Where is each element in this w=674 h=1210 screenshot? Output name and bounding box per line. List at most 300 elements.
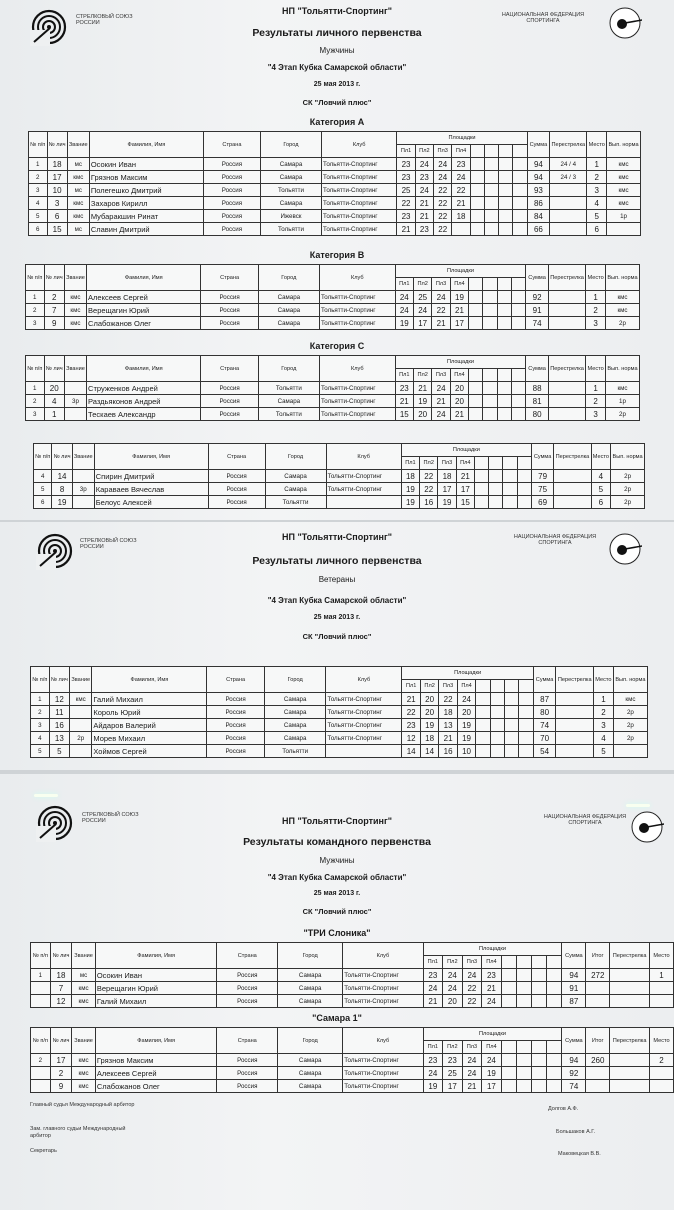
header-shootoff: Перестрелка (610, 1028, 650, 1054)
club: Тольятти-Спортинг (322, 197, 397, 210)
header-city: Город (258, 265, 319, 291)
score-sum: 91 (526, 304, 548, 317)
score-p3: 18 (438, 470, 456, 483)
event-date: 25 мая 2013 г. (313, 81, 361, 88)
blank-cell (586, 982, 610, 995)
header-p3: Пл3 (438, 457, 456, 470)
table-row (29, 197, 641, 210)
team1-table (30, 942, 674, 1008)
place: 6 (591, 496, 611, 509)
score-blank (512, 395, 526, 408)
licence-number: 12 (49, 693, 69, 706)
shootoff (548, 408, 586, 421)
score-p1: 23 (395, 382, 413, 395)
score-p3: 22 (434, 184, 452, 197)
shootoff (550, 184, 587, 197)
table-row (26, 291, 640, 304)
norm: кмс (607, 158, 641, 171)
header-p3: Пл3 (432, 278, 450, 291)
score-blank (489, 496, 503, 509)
header-num: № п/п (31, 943, 51, 969)
header-lic: № лич (49, 667, 69, 693)
country: Россия (207, 719, 265, 732)
licence-number: 12 (50, 995, 72, 1008)
place: 4 (594, 732, 614, 745)
club: Тольятти-Спортинг (320, 304, 396, 317)
header-p2: Пл2 (415, 145, 433, 158)
score-p4: 20 (450, 382, 468, 395)
score-sum: 80 (526, 408, 548, 421)
city: Тольятти (258, 408, 319, 421)
category-a-title: Категория А (309, 117, 365, 127)
shootoff (548, 395, 586, 408)
header-lic: № лич (44, 356, 64, 382)
score-p3: 22 (434, 223, 452, 236)
city: Тольятти (260, 223, 321, 236)
country: Россия (207, 732, 265, 745)
athlete-name: Верещагин Юрий (95, 982, 217, 995)
licence-number: 13 (49, 732, 69, 745)
athlete-name: Грязнов Максим (89, 171, 203, 184)
score-blank (484, 184, 498, 197)
score-p4: 21 (456, 470, 474, 483)
event-title: "4 Этап Кубка Самарской области" (267, 873, 407, 882)
athlete-name: Айдаров Валерий (92, 719, 207, 732)
athlete-name: Слабожанов Олег (87, 317, 201, 330)
score-p3: 24 (434, 171, 452, 184)
licence-number: 9 (44, 317, 64, 330)
score-sum: 94 (527, 171, 549, 184)
place: 2 (586, 304, 606, 317)
score-p1: 21 (395, 395, 413, 408)
score-p3: 22 (434, 197, 452, 210)
team-number: 2 (31, 1054, 51, 1067)
event-title: "4 Этап Кубка Самарской области" (267, 63, 407, 72)
group-label: Ветераны (318, 575, 356, 584)
score-p4: 20 (450, 395, 468, 408)
city: Тольятти (258, 382, 319, 395)
country: Россия (201, 408, 258, 421)
score-blank (497, 382, 511, 395)
event-date: 25 мая 2013 г. (313, 614, 361, 621)
city: Самара (265, 470, 326, 483)
shootoff (556, 693, 594, 706)
place: 3 (586, 408, 606, 421)
score-blank (476, 719, 490, 732)
table-row (31, 719, 648, 732)
norm: 2р (611, 496, 645, 509)
place: 5 (591, 483, 611, 496)
score-p4: 21 (452, 197, 470, 210)
country: Россия (217, 1067, 278, 1080)
licence-number: 2 (44, 291, 64, 304)
header-p1: Пл1 (395, 369, 413, 382)
city: Самара (264, 719, 326, 732)
team-number: 1 (31, 969, 51, 982)
table-header-row (26, 356, 640, 369)
athlete-name: Раздьяконов Андрей (87, 395, 201, 408)
place: 3 (594, 719, 614, 732)
country: Россия (201, 317, 258, 330)
score-blank (547, 1054, 562, 1067)
score-p4 (452, 223, 470, 236)
score-blank (512, 291, 526, 304)
country: Россия (207, 693, 265, 706)
table-row (31, 1054, 674, 1067)
club: Тольятти-Спортинг (326, 693, 402, 706)
secretary-label: Секретарь (30, 1148, 57, 1154)
header-name: Фамилия, Имя (95, 943, 217, 969)
chief-judge-name: Долгов А.Ф. (548, 1106, 579, 1112)
shootoff (556, 745, 594, 758)
score-p4: 23 (452, 158, 470, 171)
score-blank (516, 1080, 531, 1093)
venue: СК "Ловчий плюс" (302, 98, 372, 107)
rank (72, 470, 94, 483)
row-number: 1 (31, 693, 50, 706)
header-blank (497, 278, 511, 291)
header-p4: Пл4 (452, 145, 470, 158)
norm: кмс (605, 382, 639, 395)
header-p1: Пл1 (423, 1041, 443, 1054)
score-blank (470, 171, 484, 184)
event-title: "4 Этап Кубка Самарской области" (267, 596, 407, 605)
header-place: Место (591, 444, 611, 470)
score-blank (474, 483, 488, 496)
norm: кмс (605, 304, 639, 317)
score-blank (469, 317, 483, 330)
score-p2: 17 (443, 1080, 463, 1093)
shootoff (554, 470, 591, 483)
header-rank: Звание (72, 1028, 96, 1054)
score-blank (512, 408, 526, 421)
score-sum: 94 (562, 1054, 586, 1067)
table-row (31, 745, 648, 758)
header-shootoff: Перестрелка (610, 943, 650, 969)
rank: мс (72, 969, 96, 982)
header-blank (476, 680, 490, 693)
table-row (29, 210, 641, 223)
score-blank (547, 1067, 562, 1080)
rank: кмс (67, 171, 89, 184)
licence-number: 4 (44, 395, 64, 408)
athlete-name: Хоймов Сергей (92, 745, 207, 758)
score-p3: 13 (439, 719, 457, 732)
row-number: 3 (26, 317, 45, 330)
club: Тольятти-Спортинг (343, 995, 423, 1008)
header-club: Клуб (320, 265, 396, 291)
score-blank (490, 693, 504, 706)
licence-number: 1 (44, 408, 64, 421)
header-p2: Пл2 (420, 457, 438, 470)
score-blank (501, 969, 516, 982)
header-shootoff: Перестрелка (554, 444, 591, 470)
score-blank (499, 197, 513, 210)
score-blank (517, 483, 531, 496)
score-p2: 24 (415, 184, 433, 197)
country: Россия (203, 158, 260, 171)
licence-number: 10 (47, 184, 67, 197)
rank: мс (67, 223, 89, 236)
shootoff (548, 317, 586, 330)
score-p4: 10 (457, 745, 475, 758)
score-blank (547, 982, 562, 995)
score-sum: 93 (527, 184, 549, 197)
score-blank (501, 995, 516, 1008)
score-blank (483, 395, 497, 408)
norm: кмс (607, 171, 641, 184)
score-blank (484, 197, 498, 210)
row-number: 5 (29, 210, 48, 223)
venue: СК "Ловчий плюс" (302, 907, 372, 916)
club: Тольятти-Спортинг (343, 1067, 423, 1080)
org-left-label: СТРЕЛКОВЫЙ СОЮЗ РОССИИ (82, 812, 139, 824)
score-blank (497, 291, 511, 304)
licence-number: 9 (50, 1080, 72, 1093)
row-number: 6 (34, 496, 52, 509)
table-row (31, 1067, 674, 1080)
rank: 3р (72, 483, 94, 496)
score-p2: 24 (443, 982, 463, 995)
norm: 2р (611, 483, 645, 496)
score-blank (516, 982, 531, 995)
header-blank (512, 278, 526, 291)
score-p4: 19 (482, 1067, 502, 1080)
score-blank (505, 732, 519, 745)
score-p1: 22 (402, 706, 420, 719)
team-total: 272 (586, 969, 610, 982)
header-blank (547, 956, 562, 969)
header-sum: Сумма (526, 265, 548, 291)
score-sum: 88 (526, 382, 548, 395)
header-blank (474, 457, 488, 470)
athlete-name: Спирин Дмитрий (94, 470, 208, 483)
country: Россия (217, 969, 278, 982)
blank-cell (586, 995, 610, 1008)
table-row (31, 995, 674, 1008)
header-name: Фамилия, Имя (89, 132, 203, 158)
header-club: Клуб (343, 1028, 423, 1054)
score-blank (474, 496, 488, 509)
team-number-blank (31, 995, 51, 1008)
header-city: Город (265, 444, 326, 470)
rank (70, 706, 92, 719)
header-country: Страна (217, 943, 278, 969)
country: Россия (201, 382, 258, 395)
norm (607, 223, 641, 236)
score-p4: 20 (457, 706, 475, 719)
header-num: № п/п (31, 667, 50, 693)
athlete-name: Верещагин Юрий (87, 304, 201, 317)
score-blank (503, 470, 517, 483)
header-club: Клуб (322, 132, 397, 158)
score-p4: 24 (457, 693, 475, 706)
score-p1: 24 (395, 291, 413, 304)
score-p1: 21 (397, 223, 415, 236)
score-p3: 19 (438, 496, 456, 509)
place: 2 (587, 171, 607, 184)
score-sum: 84 (527, 210, 549, 223)
norm: 1р (607, 210, 641, 223)
score-blank (470, 223, 484, 236)
table-row (31, 969, 674, 982)
licence-number: 15 (47, 223, 67, 236)
header-rank: Звание (64, 356, 86, 382)
rank: кмс (72, 1080, 96, 1093)
header-blank (519, 680, 533, 693)
score-blank (519, 732, 533, 745)
header-areas: Площадки (397, 132, 527, 145)
city: Самара (264, 732, 326, 745)
shootoff (556, 719, 594, 732)
header-blank (513, 145, 527, 158)
score-blank (516, 995, 531, 1008)
club: Тольятти-Спортинг (322, 210, 397, 223)
header-lic: № лич (44, 265, 64, 291)
athlete-name: Алексеев Сергей (87, 291, 201, 304)
score-blank (483, 304, 497, 317)
score-p1: 19 (423, 1080, 443, 1093)
shootoff (548, 382, 586, 395)
score-blank (499, 223, 513, 236)
header-blank (489, 457, 503, 470)
row-number: 4 (31, 732, 50, 745)
header-num: № п/п (29, 132, 48, 158)
score-blank (532, 1080, 547, 1093)
licence-number: 6 (47, 210, 67, 223)
header-blank (517, 457, 531, 470)
licence-number: 11 (49, 706, 69, 719)
header-place: Место (586, 265, 606, 291)
score-blank (469, 408, 483, 421)
header-country: Страна (201, 356, 258, 382)
row-number: 3 (26, 408, 45, 421)
score-blank (484, 158, 498, 171)
score-p1: 24 (423, 1067, 443, 1080)
header-num: № п/п (31, 1028, 51, 1054)
score-p4: 21 (450, 304, 468, 317)
score-sum: 54 (533, 745, 556, 758)
licence-number: 18 (50, 969, 72, 982)
score-p2: 25 (443, 1067, 463, 1080)
score-sum: 91 (562, 982, 586, 995)
score-p2: 19 (420, 719, 438, 732)
score-sum: 87 (562, 995, 586, 1008)
score-p1: 23 (397, 210, 415, 223)
score-blank (503, 483, 517, 496)
header-sum: Сумма (533, 667, 556, 693)
header-blank (497, 369, 511, 382)
results-sheet-veterans (0, 522, 674, 770)
athlete-name: Мубаракшин Ринат (89, 210, 203, 223)
score-p4: 24 (482, 1054, 502, 1067)
header-p4: Пл4 (457, 680, 475, 693)
category-b-title: Категория В (309, 250, 365, 260)
score-p3: 24 (432, 291, 450, 304)
shootoff (610, 1054, 650, 1067)
score-sum: 74 (562, 1080, 586, 1093)
event-date: 25 мая 2013 г. (313, 890, 361, 897)
licence-number: 8 (52, 483, 72, 496)
club: Тольятти-Спортинг (320, 382, 396, 395)
rank: 3р (64, 395, 86, 408)
score-blank (501, 1054, 516, 1067)
header-p1: Пл1 (395, 278, 413, 291)
place: 1 (587, 158, 607, 171)
licence-number: 16 (49, 719, 69, 732)
organizer: НП "Тольятти-Спортинг" (282, 816, 392, 826)
country: Россия (208, 496, 265, 509)
country: Россия (207, 745, 265, 758)
score-p2: 22 (420, 483, 438, 496)
score-blank (469, 304, 483, 317)
header-num: № п/п (26, 356, 45, 382)
header-name: Фамилия, Имя (87, 265, 201, 291)
city: Самара (264, 693, 326, 706)
score-blank (547, 969, 562, 982)
header-blank (469, 369, 483, 382)
licence-number: 17 (50, 1054, 72, 1067)
score-p2: 16 (420, 496, 438, 509)
header-areas: Площадки (401, 444, 531, 457)
rank: кмс (72, 1054, 96, 1067)
score-blank (513, 223, 527, 236)
place: 5 (594, 745, 614, 758)
team-place: 2 (650, 1054, 674, 1067)
score-sum: 74 (526, 317, 548, 330)
score-p2: 24 (443, 969, 463, 982)
header-club: Клуб (326, 444, 401, 470)
header-p3: Пл3 (462, 956, 482, 969)
score-blank (547, 995, 562, 1008)
club: Тольятти-Спортинг (322, 223, 397, 236)
city: Самара (278, 1054, 343, 1067)
score-p1: 22 (397, 197, 415, 210)
header-p2: Пл2 (420, 680, 438, 693)
rank (70, 719, 92, 732)
header-blank (532, 1041, 547, 1054)
header-rank: Звание (64, 265, 86, 291)
table-row (26, 395, 640, 408)
score-blank (519, 693, 533, 706)
org-right-label: НАЦИОНАЛЬНАЯ ФЕДЕРАЦИЯ СПОРТИНГА (501, 12, 585, 24)
header-areas: Площадки (402, 667, 533, 680)
table-row (34, 470, 645, 483)
header-p4: Пл4 (450, 278, 468, 291)
score-sum: 86 (527, 197, 549, 210)
score-blank (484, 223, 498, 236)
header-city: Город (264, 667, 326, 693)
blank-cell (610, 995, 650, 1008)
score-p1: 24 (395, 304, 413, 317)
header-city: Город (260, 132, 321, 158)
score-blank (497, 408, 511, 421)
rank: 2р (70, 732, 92, 745)
header-sum: Сумма (526, 356, 548, 382)
score-sum: 70 (533, 732, 556, 745)
club: Тольятти-Спортинг (326, 706, 402, 719)
rank: кмс (72, 995, 96, 1008)
table-row (26, 304, 640, 317)
score-blank (512, 304, 526, 317)
table-row (31, 1080, 674, 1093)
table-row (29, 171, 641, 184)
table-row (31, 982, 674, 995)
score-p1: 15 (395, 408, 413, 421)
score-p4: 17 (482, 1080, 502, 1093)
veterans-table (30, 666, 648, 758)
score-sum: 66 (527, 223, 549, 236)
